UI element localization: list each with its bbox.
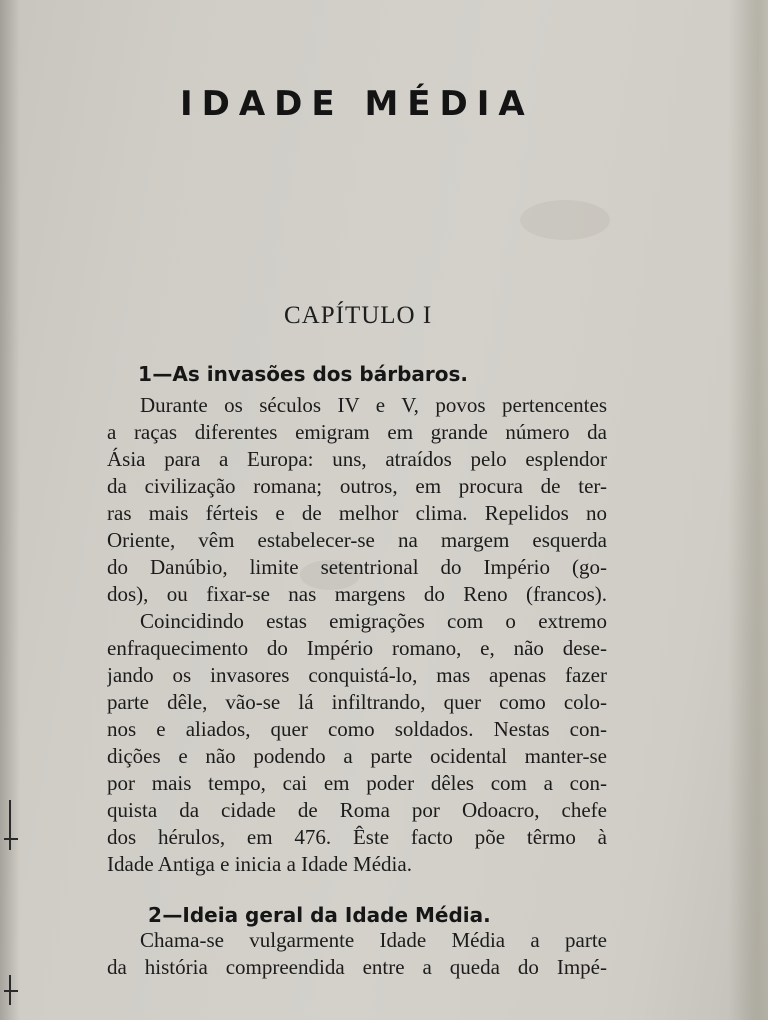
spine-shadow [0,0,20,1020]
text-line: Coincidindo estas emigrações com o extremo [140,609,607,633]
text-line: Durante os séculos IV e V, povos pertencentes [140,393,607,417]
paper-stain [520,200,610,240]
text-line: da civilização romana; outros, em procura de ter- [107,474,607,498]
section-body [107,927,607,981]
text-line: dos hérulos, em 476. Êste facto põe têrmo à [107,825,607,849]
section-separator: — [162,903,183,927]
text-line: ras mais férteis e de melhor clima. Repelidos no [107,501,607,525]
section-title: Ideia geral da Idade Média. [182,903,491,927]
section-number: 1 [138,362,153,386]
text-line: enfraquecimento do Império romano, e, não dese- [107,636,607,660]
binding-stitch [4,990,18,992]
text-line: a raças diferentes emigram em grande número da [107,420,607,444]
text-line: quista da cidade de Roma por Odoacro, chefe [107,798,607,822]
text-line: Chama-se vulgarmente Idade Média a parte [140,928,607,952]
chapter-title: CAPÍTULO I [284,302,433,329]
part-title: IDADE MÉDIA [180,84,534,124]
text-line: do Danúbio, limite setentrional do Império (go- [107,555,607,579]
binding-stitch [4,838,18,840]
section-number: 2 [148,903,163,927]
binding-thread [9,800,11,850]
binding-thread [9,975,11,1005]
section-title: As invasões dos bárbaros. [172,362,468,386]
text-line: por mais tempo, cai em poder dêles com a con- [107,771,607,795]
page-edge [728,0,768,1020]
text-line: dições e não podendo a parte ocidental manter-se [107,744,607,768]
text-line: Oriente, vêm estabelecer-se na margem esquerda [107,528,607,552]
text-line: dos), ou fixar-se nas margens do Reno (francos). [107,582,607,606]
text-line: Ásia para a Europa: uns, atraídos pelo esplendor [107,447,607,471]
text-line: Idade Antiga e inicia a Idade Média. [107,852,412,876]
text-line: da história compreendida entre a queda do Impé- [107,955,607,979]
section-heading [138,362,468,386]
text-line: parte dêle, vão-se lá infiltrando, quer como colo- [107,690,607,714]
text-line: jando os invasores conquistá-lo, mas apenas fazer [107,663,607,687]
section-heading [148,903,491,927]
section-separator: — [152,362,173,386]
section-body [107,392,607,878]
text-line: nos e aliados, quer como soldados. Nestas con- [107,717,607,741]
